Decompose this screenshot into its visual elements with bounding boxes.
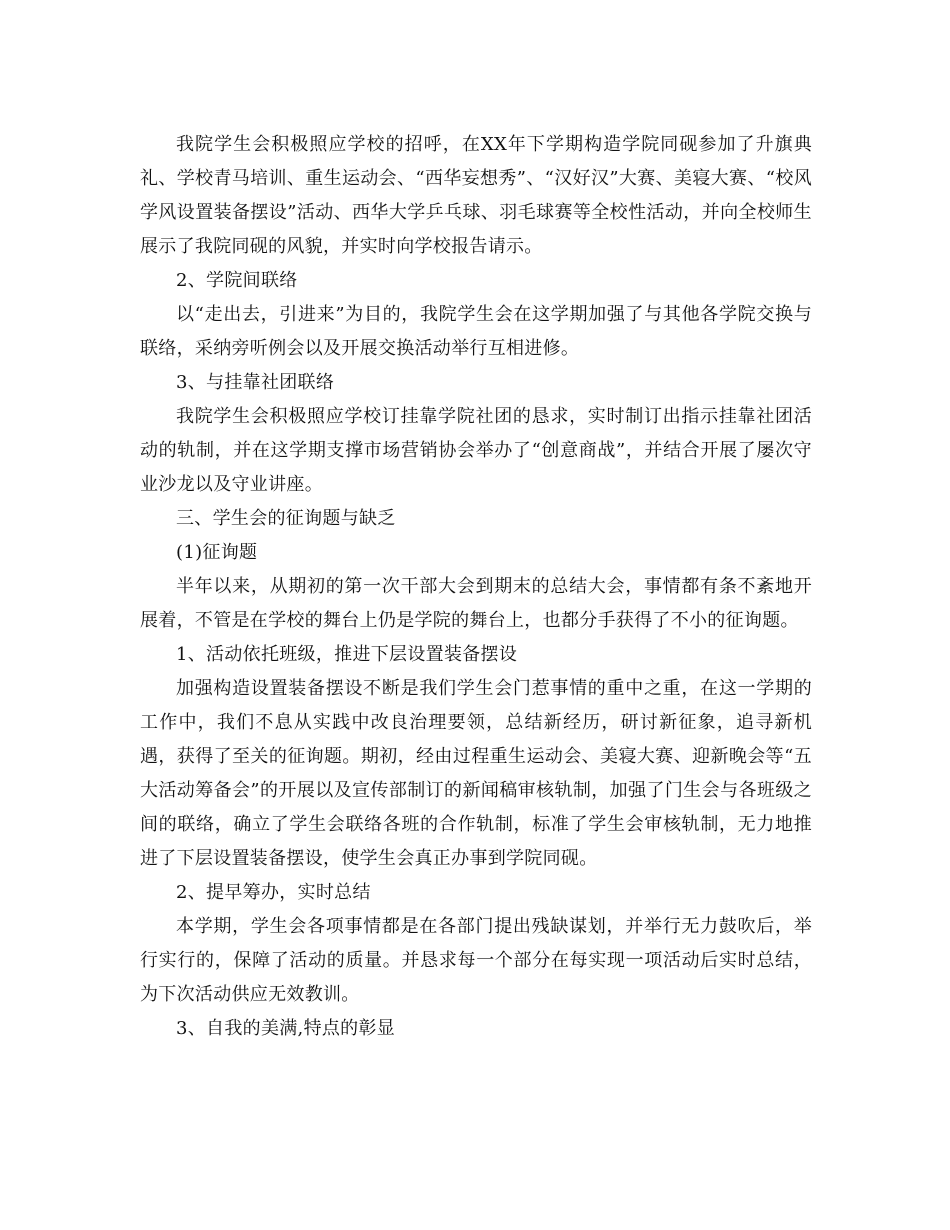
paragraph-early-preparation: 本学期，学生会各项事情都是在各部门提出残缺谋划，并举行无力鼓吹后，举行实行的，保障了活动的质量。并恳求每一个部分在每实现一项活动后实时总结，为下次活动供应无效教训。 (140, 916, 812, 1005)
heading-early-preparation: 2、提早筹办，实时总结 (176, 882, 371, 903)
paragraph-half-year: 半年以来，从期初的第一次干部大会到期末的总结大会，事情都有条不紊地开展着，不管是在学校的舞台上仍是学院的舞台上，也都分手获得了不小的征询题。 (140, 576, 812, 631)
heading-subsection-one: (1)征询题 (176, 542, 258, 563)
heading-section-three: 三、学生会的征询题与缺乏 (176, 508, 396, 529)
paragraph-organization-building: 加强构造设置装备摆设不断是我们学生会门惹事情的重中之重，在这一学期的工作中，我们不息从实践中改良治理要领，总结新经历，研讨新征象，追寻新机遇，获得了至关的征询题。期初，经由过程重生运动会、美寝大赛、迎新晚会等“五大活动筹备会”的开展以及宣传部制订的新闻稿审核轨制，加强了门生会与各班级之间的联络，确立了学生会联络各班的合作轨制，标准了学生会审核轨制，无力地推进了下层设置装备摆设，使学生会真正办事到学院同砚。 (140, 678, 812, 869)
paragraph-activities: 我院学生会积极照应学校的招呼，在XX年下学期构造学院同砚参加了升旗典礼、学校青马培训、重生运动会、“西华妄想秀”、“汉好汉”大赛、美寝大赛、“校风学风设置装备摆设”活动、西华大学乒乓球、羽毛球赛等全校性活动，并向全校师生展示了我院同砚的风貌，并实时向学校报告请示。 (140, 134, 812, 257)
document-body (140, 128, 812, 1046)
heading-affiliated-clubs: 3、与挂靠社团联络 (176, 372, 335, 393)
paragraph-affiliated-clubs: 我院学生会积极照应学校订挂靠学院社团的恳求，实时制订出指示挂靠社团活动的轨制，并在这学期支撑市场营销协会举办了“创意商战”，并结合开展了屡次守业沙龙以及守业讲座。 (140, 406, 812, 495)
heading-inter-college-liaison: 2、学院间联络 (176, 270, 298, 291)
heading-class-based-activities: 1、活动依托班级，推进下层设置装备摆设 (176, 644, 518, 665)
heading-self-improvement: 3、自我的美满,特点的彰显 (176, 1018, 396, 1039)
paragraph-inter-college-liaison: 以“走出去，引进来”为目的，我院学生会在这学期加强了与其他各学院交换与联络，采纳旁听例会以及开展交换活动举行互相进修。 (140, 304, 812, 359)
